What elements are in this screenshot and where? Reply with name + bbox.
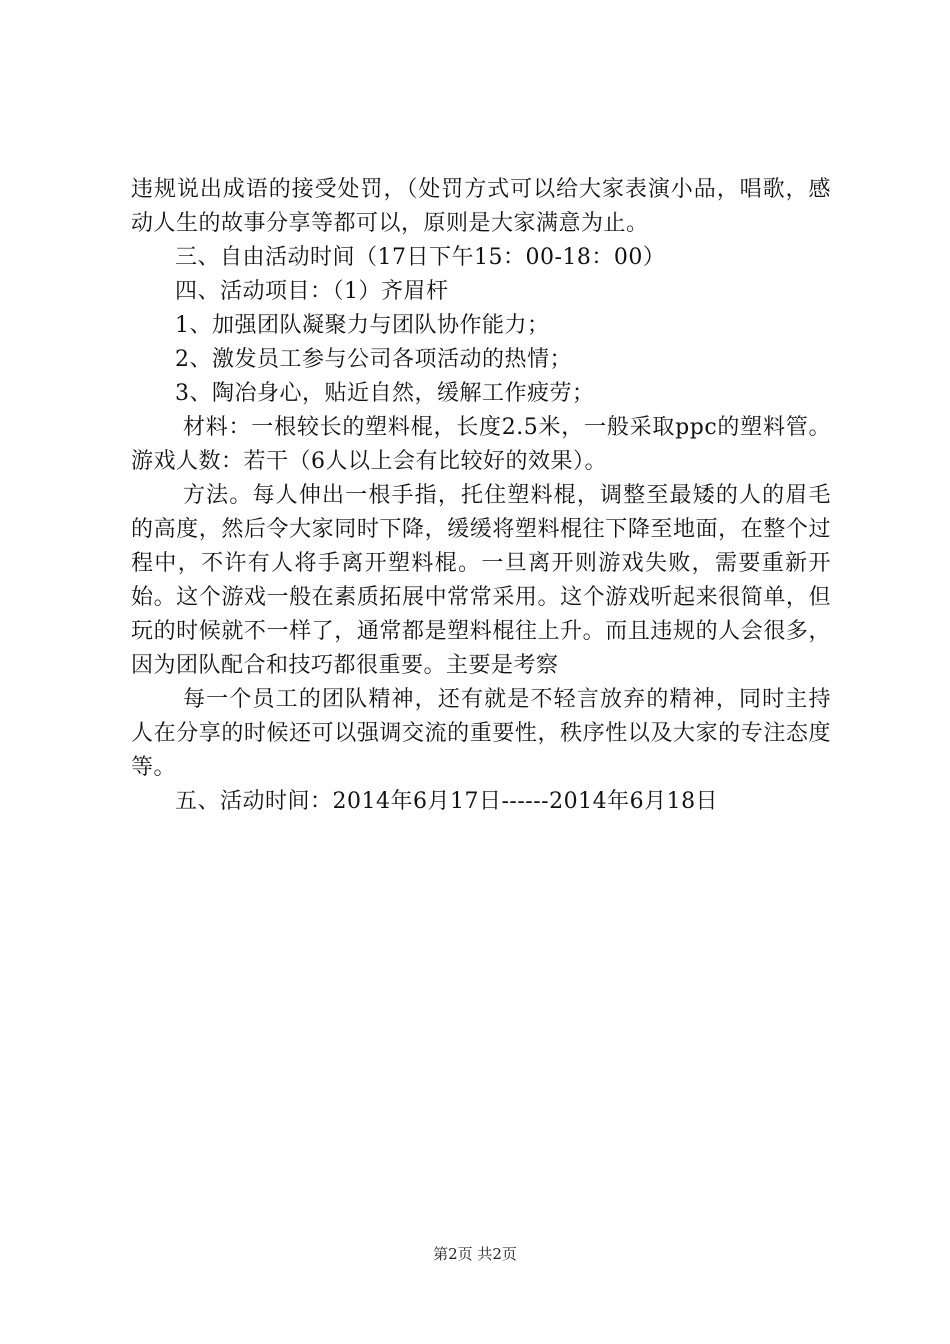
document-body [131,173,831,819]
paragraph-activity-time: 五、活动时间：2014年6月17日------2014年6月18日 [175,789,719,814]
paragraph-goal-3: 3、陶冶身心，贴近自然，缓解工作疲劳； [175,381,595,406]
paragraph-goal-1: 1、加强团队凝聚力与团队协作能力； [175,313,550,338]
paragraph-team-spirit: 每一个员工的团队精神，还有就是不轻言放弃的精神，同时主持人在分享的时候还可以强调交流的重要性，秩序性以及大家的专注态度等。 [131,687,831,780]
paragraph-goal-2: 2、激发员工参与公司各项活动的热情； [175,347,572,372]
paragraph-materials: 材料：一根较长的塑料棍，长度2.5米，一般采取ppc的塑料管。游戏人数：若干（6人以上会有比较好的效果）。 [131,415,831,474]
paragraph-penalty-rules: 违规说出成语的接受处罚，（处罚方式可以给大家表演小品，唱歌，感动人生的故事分享等都可以，原则是大家满意为止。 [131,177,831,236]
paragraph-activity-items: 四、活动项目：（1）齐眉杆 [175,279,449,304]
paragraph-free-time: 三、自由活动时间（17日下午15：00-18：00） [175,245,666,270]
page-footer: 第2页 共2页 [433,1245,517,1263]
paragraph-method: 方法。每人伸出一根手指，托住塑料棍，调整至最矮的人的眉毛的高度，然后令大家同时下降，缓缓将塑料棍往下降至地面，在整个过程中，不许有人将手离开塑料棍。一旦离开则游戏失败，需要重新开始。这个游戏一般在素质拓展中常常采用。这个游戏听起来很简单，但玩的时候就不一样了，通常都是塑料棍往上升。而且违规的人会很多，因为团队配合和技巧都很重要。主要是考察 [131,483,831,678]
